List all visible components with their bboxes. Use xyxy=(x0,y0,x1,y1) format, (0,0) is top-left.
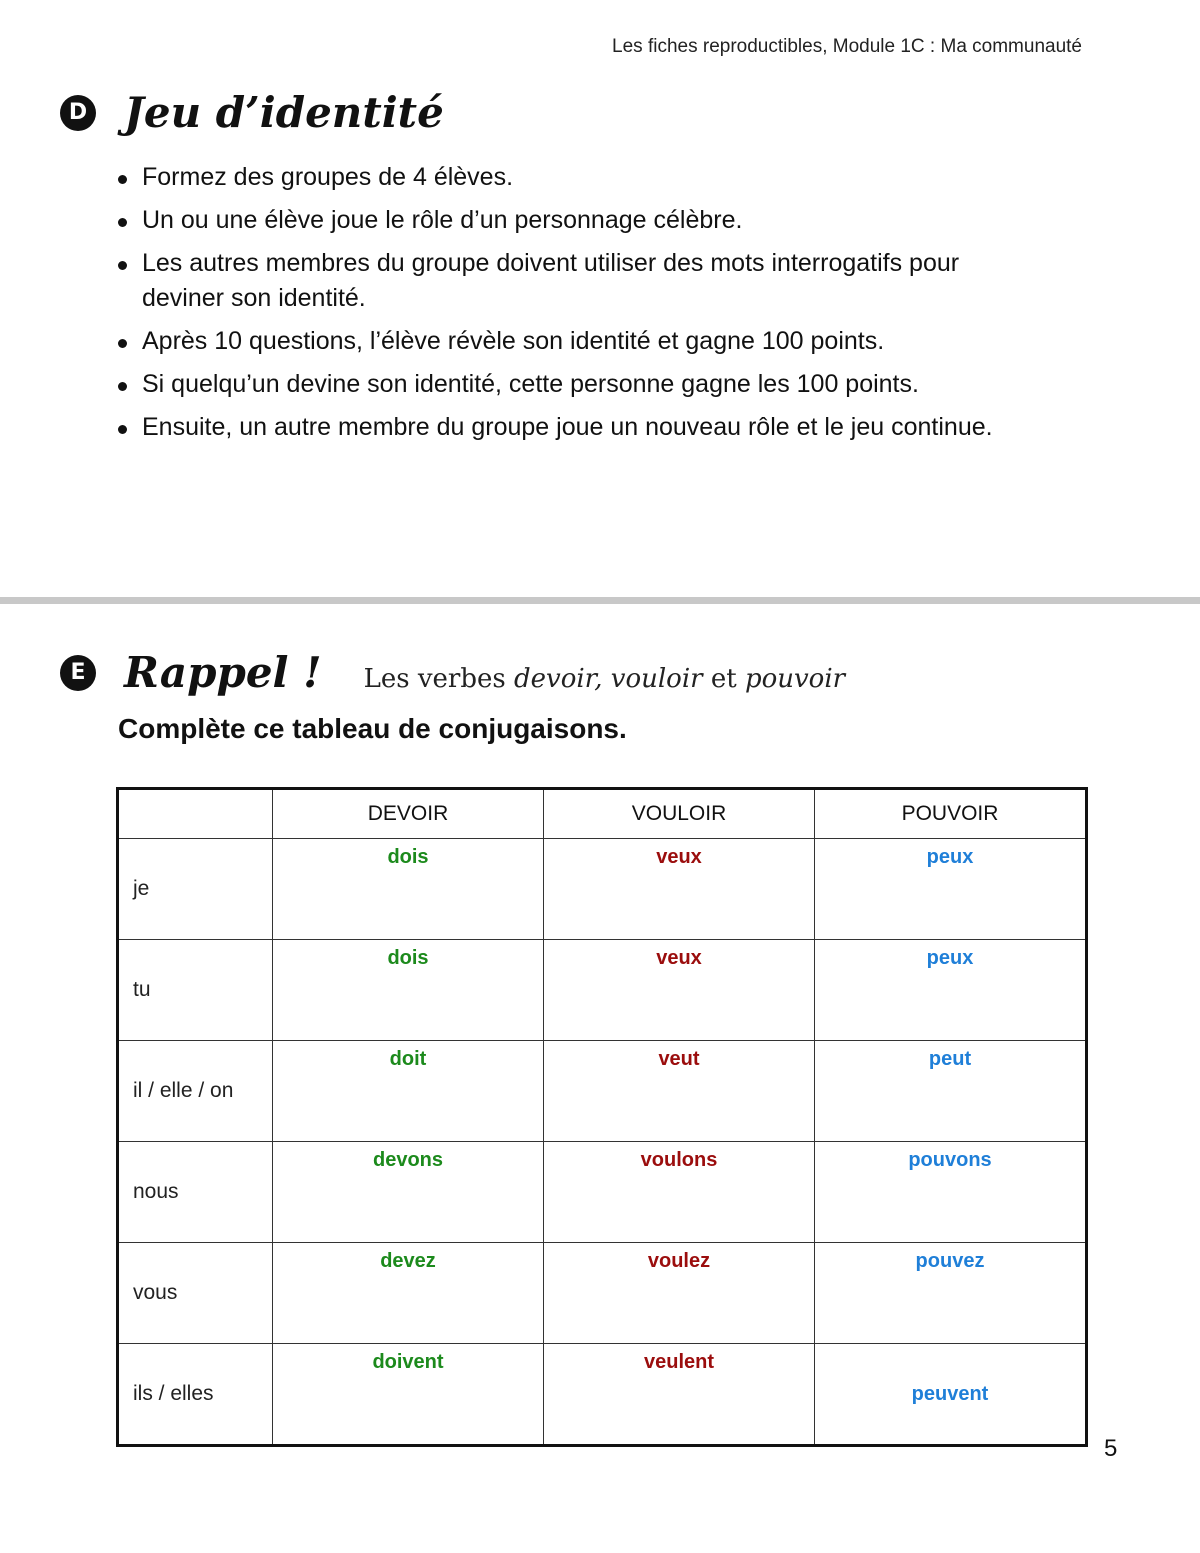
rule-item: Après 10 questions, l’élève révèle son identité et gagne 100 points. xyxy=(112,324,1042,359)
header-devoir: DEVOIR xyxy=(273,789,544,839)
answer-cell[interactable] xyxy=(273,839,544,940)
answer-pouvoir: peut xyxy=(928,1048,972,1070)
running-header: Les fiches reproductibles, Module 1C : Ma communauté xyxy=(612,36,1082,57)
answer-pouvoir: pouvez xyxy=(915,1250,985,1272)
rule-item: Ensuite, un autre membre du groupe joue un nouveau rôle et le jeu continue. xyxy=(112,410,1042,445)
answer-cell[interactable] xyxy=(544,1243,815,1344)
answer-devoir: dois xyxy=(387,947,429,969)
answer-cell[interactable] xyxy=(273,940,544,1041)
pronoun-cell: vous xyxy=(118,1243,273,1344)
answer-vouloir: voulons xyxy=(640,1149,718,1171)
answer-pouvoir: peux xyxy=(926,846,974,868)
answer-vouloir: veux xyxy=(656,947,702,969)
table-row xyxy=(118,1344,1087,1446)
game-rules-list xyxy=(112,160,1042,453)
answer-cell[interactable] xyxy=(544,1041,815,1142)
answer-pouvoir: pouvons xyxy=(908,1149,992,1171)
pronoun-cell: ils / elles xyxy=(118,1344,273,1446)
answer-cell[interactable] xyxy=(815,940,1087,1041)
answer-cell[interactable] xyxy=(815,839,1087,940)
section-e-badge: E xyxy=(60,655,96,691)
subtitle-and: et xyxy=(710,663,737,694)
table-header-row xyxy=(118,789,1087,839)
answer-cell[interactable] xyxy=(544,839,815,940)
answer-cell[interactable] xyxy=(544,1142,815,1243)
section-d-title: Jeu d’identité xyxy=(124,88,444,137)
section-e-subtitle xyxy=(364,664,846,694)
rule-item: Si quelqu’un devine son identité, cette personne gagne les 100 points. xyxy=(112,367,1042,402)
answer-vouloir: veulent xyxy=(643,1351,715,1373)
answer-devoir: devez xyxy=(380,1250,436,1272)
answer-cell[interactable] xyxy=(273,1041,544,1142)
answer-pouvoir: peuvent xyxy=(911,1383,989,1405)
answer-devoir: dois xyxy=(387,846,429,868)
table-row xyxy=(118,1041,1087,1142)
table-instruction: Complète ce tableau de conjugaisons. xyxy=(118,713,627,744)
subtitle-verb-devoir: devoir, xyxy=(513,663,603,694)
answer-vouloir: voulez xyxy=(647,1250,711,1272)
answer-cell[interactable] xyxy=(815,1041,1087,1142)
answer-devoir: doit xyxy=(389,1048,427,1070)
answer-pouvoir: peux xyxy=(926,947,974,969)
conjugation-table xyxy=(116,787,1088,1447)
table-row xyxy=(118,1243,1087,1344)
section-divider xyxy=(0,597,1200,604)
subtitle-verb-vouloir: vouloir xyxy=(610,663,703,694)
table-row xyxy=(118,940,1087,1041)
pronoun-cell: il / elle / on xyxy=(118,1041,273,1142)
answer-cell[interactable] xyxy=(544,940,815,1041)
answer-cell[interactable] xyxy=(273,1344,544,1446)
answer-vouloir: veux xyxy=(656,846,702,868)
section-d-badge: D xyxy=(60,95,96,131)
page-number: 5 xyxy=(1104,1435,1118,1462)
rule-item: Les autres membres du groupe doivent utiliser des mots interrogatifs pour deviner son identité. xyxy=(112,246,1042,316)
answer-cell[interactable] xyxy=(815,1142,1087,1243)
table-row xyxy=(118,1142,1087,1243)
answer-cell[interactable] xyxy=(273,1243,544,1344)
answer-devoir: doivent xyxy=(372,1351,444,1373)
answer-cell[interactable] xyxy=(544,1344,815,1446)
answer-vouloir: veut xyxy=(658,1048,700,1070)
header-pouvoir: POUVOIR xyxy=(815,789,1087,839)
answer-cell[interactable] xyxy=(815,1344,1087,1446)
answer-cell[interactable] xyxy=(815,1243,1087,1344)
section-d-heading xyxy=(60,88,444,137)
section-e-title: Rappel ! xyxy=(124,648,322,697)
subtitle-prefix: Les verbes xyxy=(363,663,506,694)
pronoun-cell: nous xyxy=(118,1142,273,1243)
answer-devoir: devons xyxy=(372,1149,444,1171)
answer-cell[interactable] xyxy=(273,1142,544,1243)
header-vouloir: VOULOIR xyxy=(544,789,815,839)
table-row xyxy=(118,839,1087,940)
rule-item: Formez des groupes de 4 élèves. xyxy=(112,160,1042,195)
pronoun-cell: je xyxy=(118,839,273,940)
pronoun-cell: tu xyxy=(118,940,273,1041)
rule-item: Un ou une élève joue le rôle d’un personnage célèbre. xyxy=(112,203,1042,238)
section-e-heading xyxy=(60,648,845,697)
subtitle-verb-pouvoir: pouvoir xyxy=(744,663,846,694)
header-cell-empty xyxy=(118,789,273,839)
